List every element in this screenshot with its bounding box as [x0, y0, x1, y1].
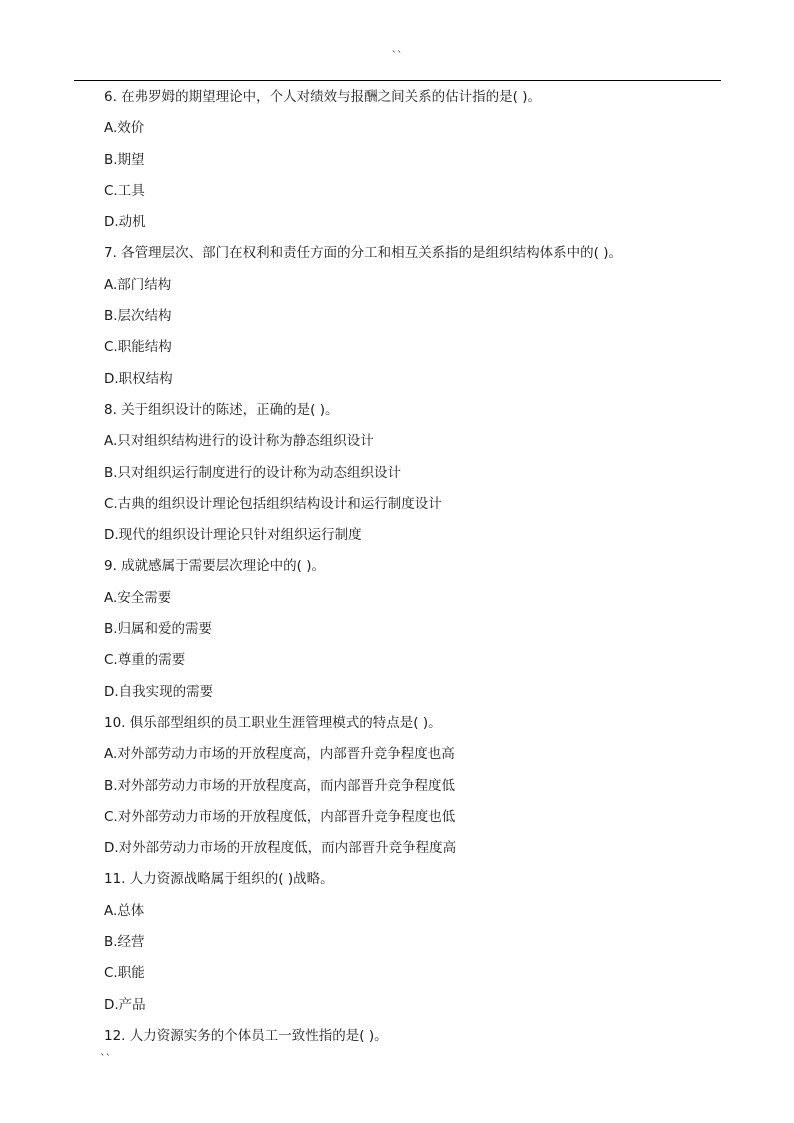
question-stem: 11. 人力资源战略属于组织的( )战略。: [104, 871, 334, 888]
answer-option: B.归属和爱的需要: [104, 621, 213, 638]
answer-option: A.部门结构: [104, 276, 172, 293]
question-stem: 12. 人力资源实务的个体员工一致性指的是( )。: [104, 1027, 388, 1044]
answer-option: C.职能结构: [104, 339, 172, 356]
answer-option: C.古典的组织设计理论包括组织结构设计和运行制度设计: [104, 495, 442, 512]
answer-option: A.总体: [104, 902, 145, 919]
answer-option: C.工具: [104, 182, 145, 199]
answer-option: A.对外部劳动力市场的开放程度高，内部晋升竞争程度也高: [104, 746, 455, 763]
answer-option: A.只对组织结构进行的设计称为静态组织设计: [104, 433, 374, 450]
answer-option: C.对外部劳动力市场的开放程度低，内部晋升竞争程度也低: [104, 808, 456, 825]
question-stem: 9. 成就感属于需要层次理论中的( )。: [104, 558, 325, 575]
answer-option: D.动机: [104, 214, 146, 231]
answer-option: D.对外部劳动力市场的开放程度低，而内部晋升竞争程度高: [104, 840, 457, 857]
answer-option: B.层次结构: [104, 308, 172, 325]
answer-option: B.只对组织运行制度进行的设计称为动态组织设计: [104, 464, 402, 481]
page-header-mark: ``: [391, 49, 403, 62]
answer-option: C.职能: [104, 965, 145, 982]
answer-option: D.职权结构: [104, 370, 173, 387]
question-stem: 10. 俱乐部型组织的员工职业生涯管理模式的特点是( )。: [104, 714, 442, 731]
answer-option: A.效价: [104, 120, 145, 137]
answer-option: D.自我实现的需要: [104, 683, 214, 700]
question-list: [104, 86, 724, 1056]
answer-option: A.安全需要: [104, 589, 172, 606]
page-footer-mark: ``: [100, 1052, 111, 1065]
answer-option: C.尊重的需要: [104, 652, 186, 669]
answer-option: B.经营: [104, 934, 145, 951]
answer-option: B.对外部劳动力市场的开放程度高，而内部晋升竞争程度低: [104, 777, 456, 794]
question-stem: 6. 在弗罗姆的期望理论中，个人对绩效与报酬之间关系的估计指的是( )。: [104, 89, 541, 105]
question-stem: 7. 各管理层次、部门在权利和责任方面的分工和相互关系指的是组织结构体系中的( )。: [104, 245, 622, 262]
question-stem: 8. 关于组织设计的陈述，正确的是( )。: [104, 401, 339, 418]
answer-option: D.现代的组织设计理论只针对组织运行制度: [104, 527, 362, 544]
answer-option: B.期望: [104, 151, 145, 168]
header-rule: [74, 80, 721, 81]
answer-option: D.产品: [104, 996, 146, 1013]
